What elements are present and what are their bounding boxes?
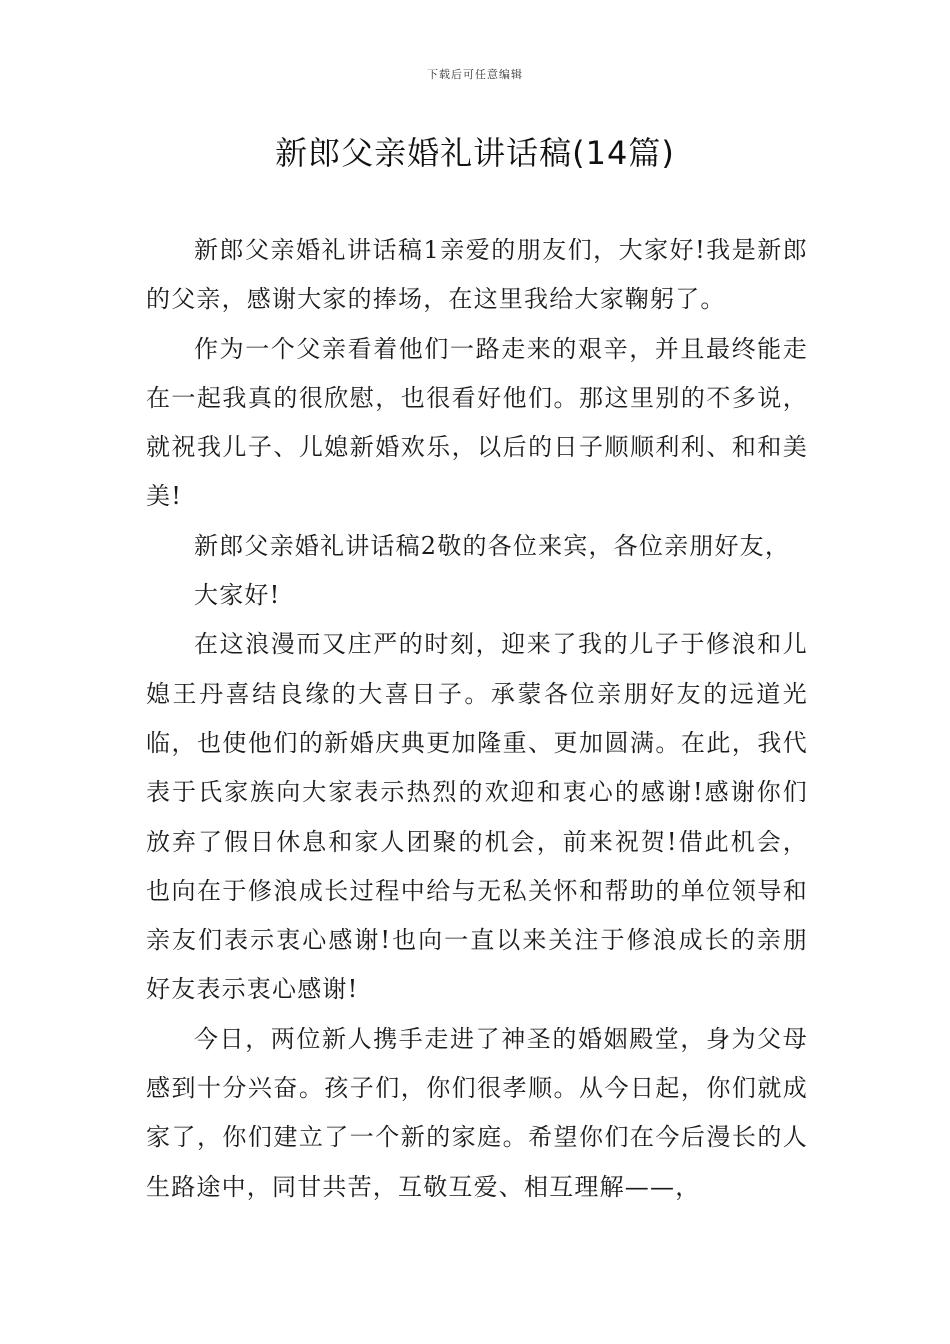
- document-title: 新郎父亲婚礼讲话稿(14篇): [275, 134, 675, 172]
- paragraph-6: 今日，两位新人携手走进了神圣的婚姻殿堂，身为父母感到十分兴奋。孩子们，你们很孝顺。从今日起，你们就成家了，你们建立了一个新的家庭。希望你们在今后漫长的人生路途中，同甘共苦，互敬互爱、相互理解——，: [146, 1024, 808, 1201]
- paragraph-5: 在这浪漫而又庄严的时刻，迎来了我的儿子于修浪和儿媳王丹喜结良缘的大喜日子。承蒙各位亲朋好友的远道光临，也使他们的新婚庆典更加隆重、更加圆满。在此，我代表于氏家族向大家表示热烈的欢迎和衷心的感谢!感谢你们放弃了假日休息和家人团聚的机会，前来祝贺!借此机会，也向在于修浪成长过程中给与无私关怀和帮助的单位领导和亲友们表示衷心感谢!也向一直以来关注于修浪成长的亲朋好友表示衷心感谢!: [146, 630, 808, 1004]
- paragraph-1: 新郎父亲婚礼讲话稿1亲爱的朋友们，大家好!我是新郎的父亲，感谢大家的捧场，在这里我给大家鞠躬了。: [146, 236, 808, 314]
- document-body: [146, 226, 808, 1212]
- paragraph-2: 作为一个父亲看着他们一路走来的艰辛，并且最终能走在一起我真的很欣慰，也很看好他们。那这里别的不多说，就祝我儿子、儿媳新婚欢乐，以后的日子顺顺利利、和和美美!: [146, 334, 808, 511]
- header-note: 下载后可任意编辑: [427, 68, 523, 81]
- paragraph-3: 新郎父亲婚礼讲话稿2敬的各位来宾，各位亲朋好友，: [194, 531, 791, 560]
- paragraph-4: 大家好!: [194, 581, 281, 610]
